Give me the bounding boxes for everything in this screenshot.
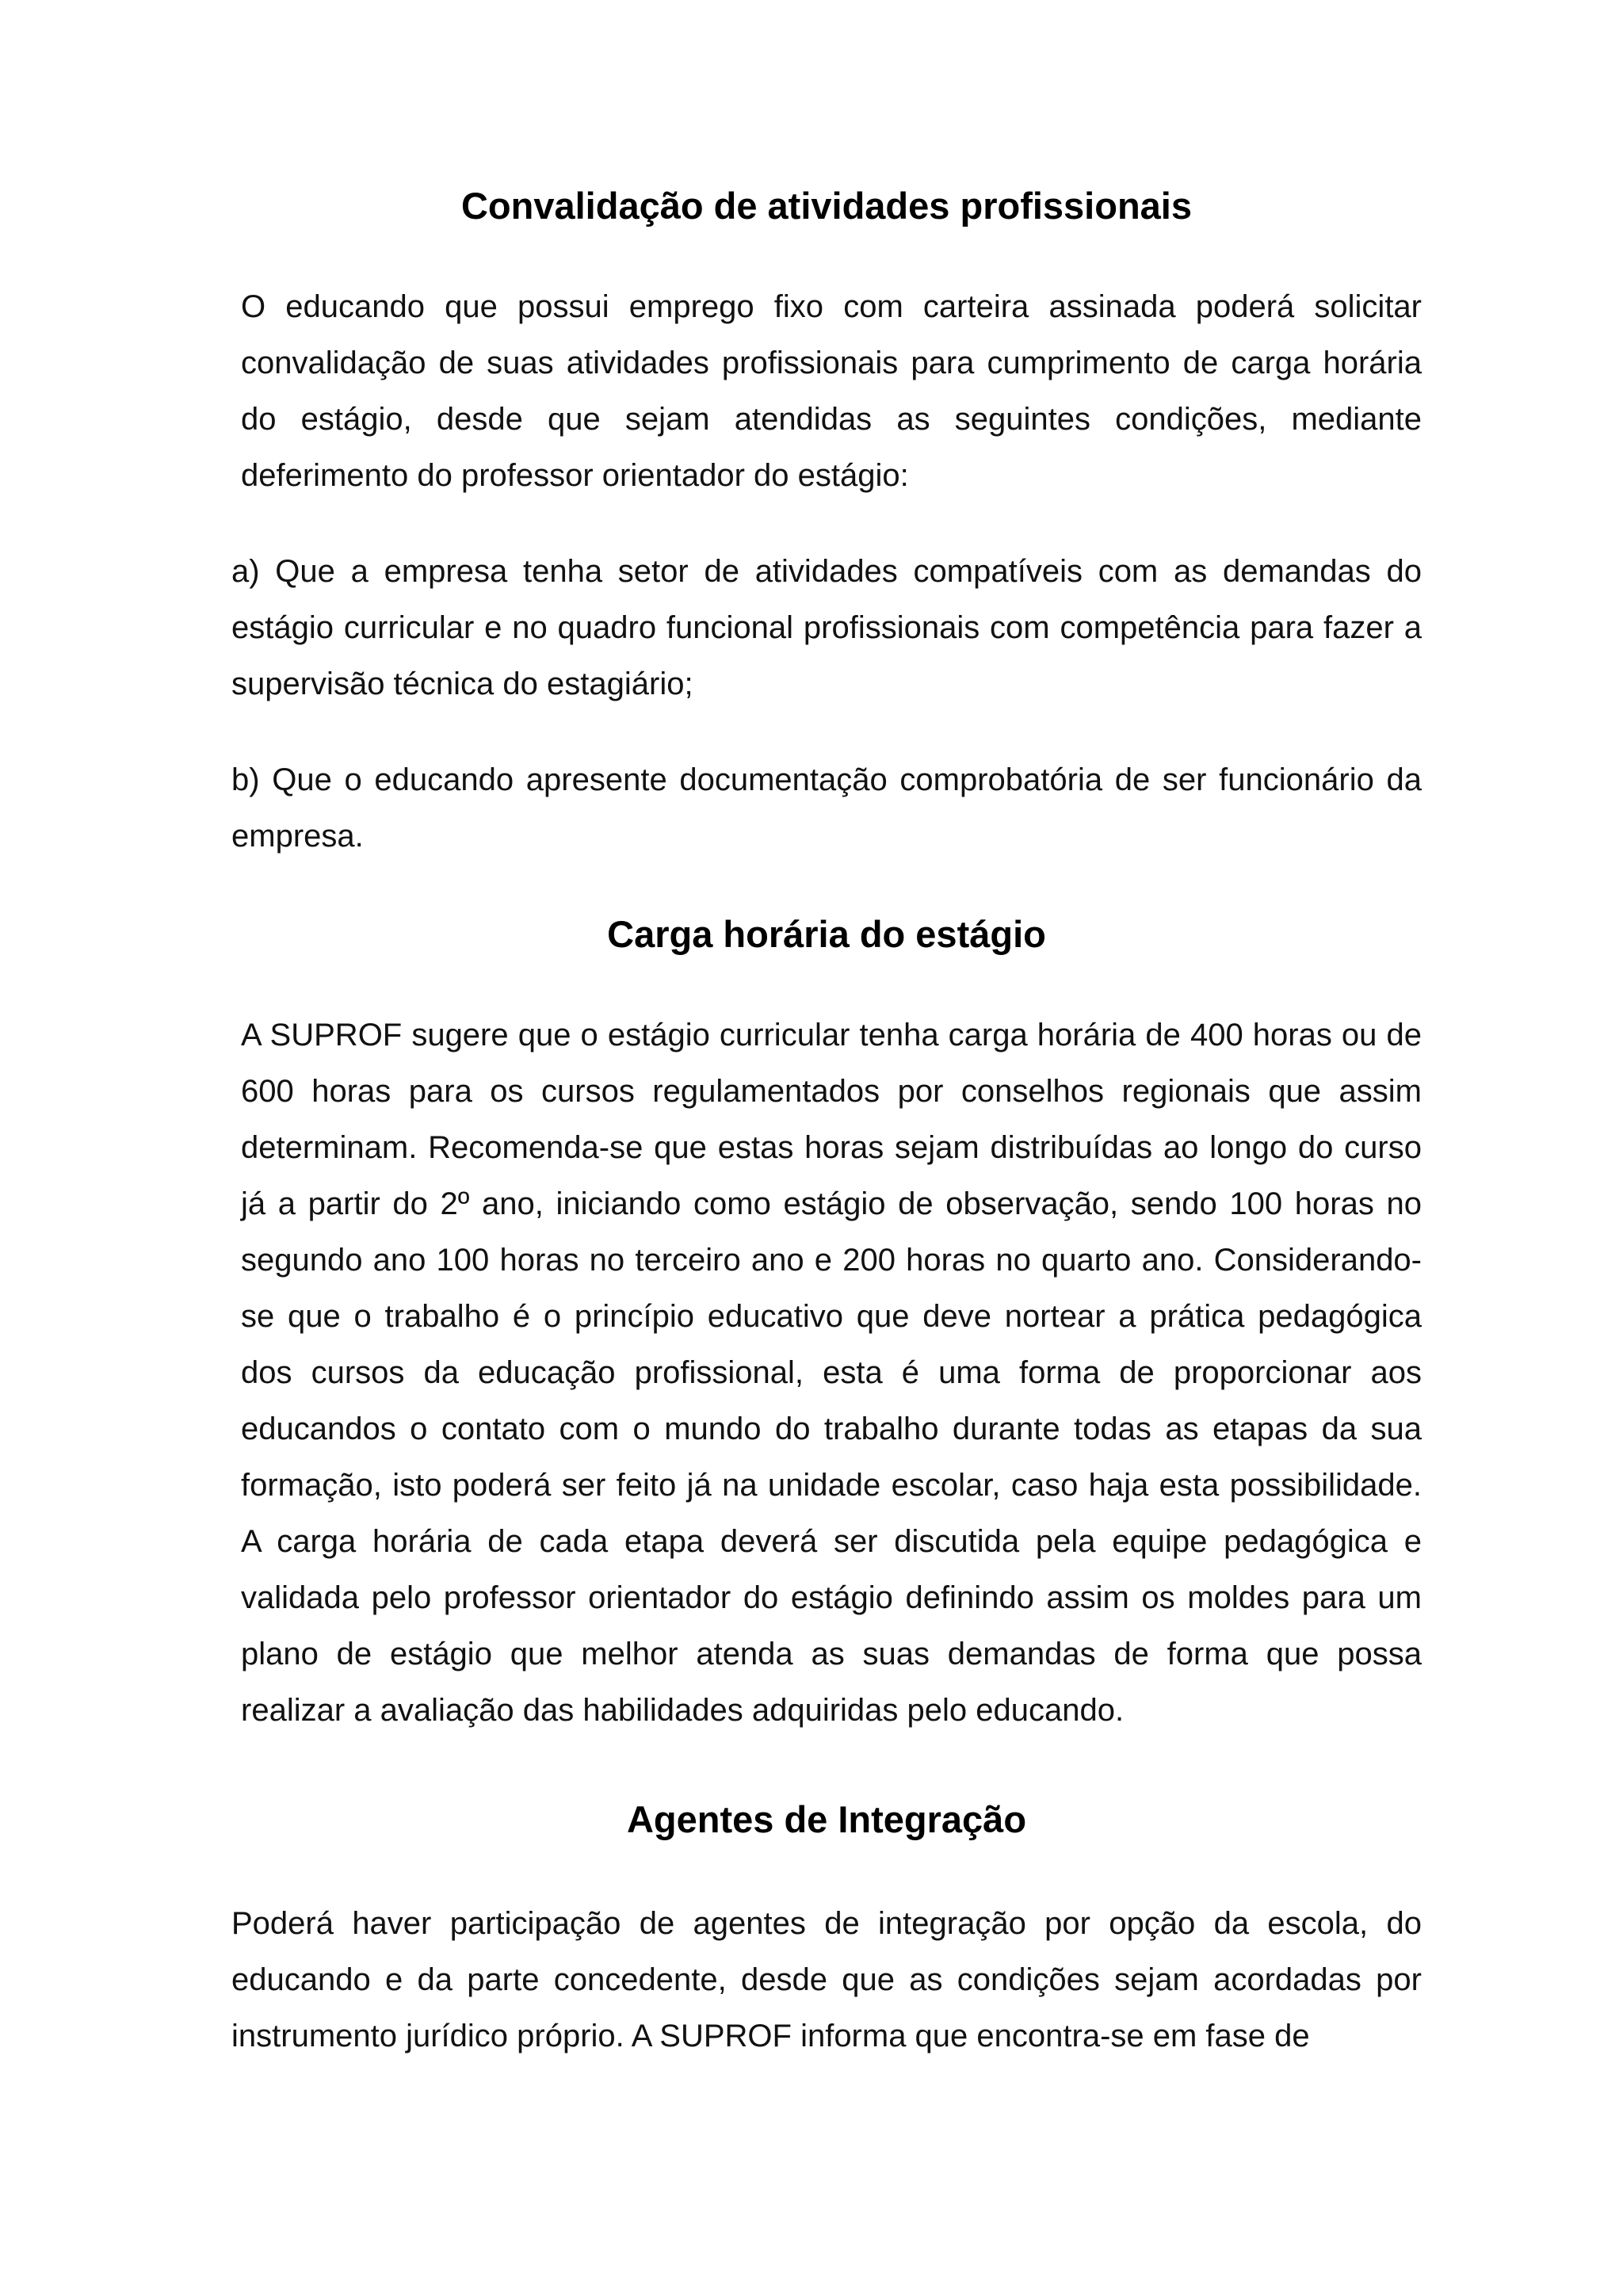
section-title-agentes-integracao: Agentes de Integração [626,1798,1027,1840]
list-item-b: b) Que o educando apresente documentação comprobatória de ser funcionário da empresa. [231,762,1422,854]
document-content [231,184,1422,2065]
paragraph-carga-horaria: A SUPROF sugere que o estágio curricular tenha carga horária de 400 horas ou de 600 horas para os cursos regulamentados por conselhos regionais que assim determinam. Recomenda-se que estas horas sejam distribuídas ao longo do curso já a partir do 2º ano, iniciando como estágio de observação, sendo 100 horas no segundo ano 100 horas no terceiro ano e 200 horas no quarto ano. Considerando-se que o trabalho é o princípio educativo que deve nortear a prática pedagógica dos cursos da educação profissional, esta é uma forma de proporcionar aos educandos o contato com o mundo do trabalho durante todas as etapas da sua formação, isto poderá ser feito já na unidade escolar, caso haja esta possibilidade. A carga horária de cada etapa deverá ser discutida pela equipe pedagógica e validada pelo professor orientador do estágio definindo assim os moldes para um plano de estágio que melhor atenda as suas demandas de forma que possa realizar a avaliação das habilidades adquiridas pelo educando. [241,1018,1422,1728]
paragraph-intro: O educando que possui emprego fixo com carteira assinada poderá solicitar convalidação de suas atividades profissionais para cumprimento de carga horária do estágio, desde que sejam atendidas as seguintes condições, mediante deferimento do professor orientador do estágio: [241,289,1422,493]
section-title-carga-horaria: Carga horária do estágio [607,913,1046,955]
section-title-convalidacao: Convalidação de atividades profissionais [460,185,1192,227]
paragraph-agentes: Poderá haver participação de agentes de integração por opção da escola, do educando e da parte concedente, desde que as condições sejam acordadas por instrumento jurídico próprio. A SUPROF informa que encontra-se em fase de [231,1906,1422,2053]
list-item-a: a) Que a empresa tenha setor de atividades compatíveis com as demandas do estágio curricular e no quadro funcional profissionais com competência para fazer a supervisão técnica do estagiário; [231,554,1422,701]
